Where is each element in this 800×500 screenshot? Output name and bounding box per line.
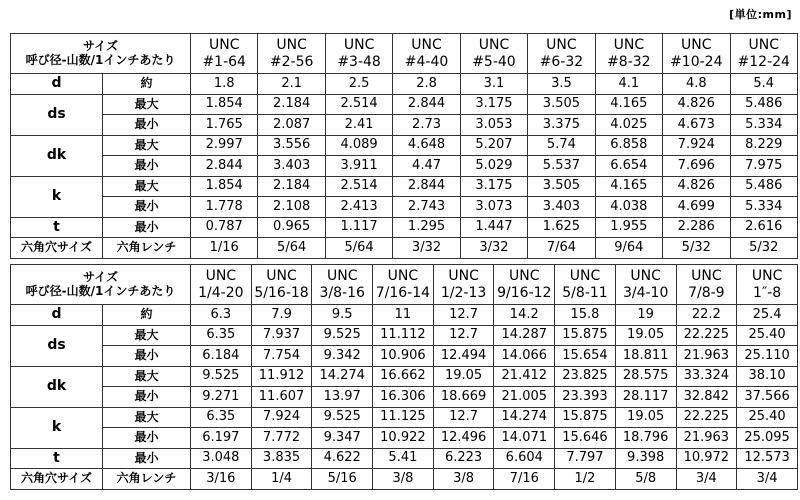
value-cell: 1.955 xyxy=(595,217,662,238)
value-cell: 3.048 xyxy=(191,448,252,469)
value-cell: 6.184 xyxy=(191,346,252,367)
value-cell: 11 xyxy=(373,305,434,326)
value-cell: 5/32 xyxy=(663,238,730,259)
value-cell: 5.486 xyxy=(730,176,798,197)
size-column-header xyxy=(191,265,252,305)
thread-series-label: UNC xyxy=(546,37,577,54)
row-dk-max xyxy=(11,366,798,387)
value-cell: 2.844 xyxy=(393,94,460,115)
value-cell: 1.447 xyxy=(460,217,527,238)
thread-size-label: #8-32 xyxy=(607,53,651,70)
tolerance-label: 六角レンチ xyxy=(103,469,191,490)
value-cell: 3.556 xyxy=(258,135,325,156)
size-column-header xyxy=(191,34,258,74)
value-cell: 37.566 xyxy=(737,387,798,408)
tolerance-label: 最大 xyxy=(103,325,191,346)
value-cell: 4.8 xyxy=(663,74,730,95)
value-cell: 1.854 xyxy=(191,94,258,115)
thread-size-label: #2-56 xyxy=(269,53,314,70)
thread-spec-header-label: 呼び径-山数/1インチあたり xyxy=(25,52,176,67)
thread-size-label: #10-24 xyxy=(670,53,723,70)
row-ds-min xyxy=(11,115,798,136)
value-cell: 38.10 xyxy=(737,366,798,387)
row-dk-min xyxy=(11,387,798,408)
value-cell: 19.05 xyxy=(433,366,494,387)
value-cell: 14.287 xyxy=(494,325,555,346)
value-cell: 3.835 xyxy=(251,448,312,469)
value-cell: 6.35 xyxy=(191,325,252,346)
value-cell: 3.505 xyxy=(528,94,595,115)
size-column-header xyxy=(555,265,616,305)
value-cell: 3.375 xyxy=(528,115,595,136)
dimension-symbol: 六角穴サイズ xyxy=(11,469,103,490)
thread-series-label: UNC xyxy=(276,37,307,54)
thread-size-label: #4-40 xyxy=(404,53,449,70)
tolerance-label: 約 xyxy=(103,305,191,326)
row-ds-max xyxy=(11,325,798,346)
size-column-header xyxy=(251,265,312,305)
dimension-symbol: t xyxy=(11,217,103,238)
thread-series-label: UNC xyxy=(478,37,510,54)
value-cell: 4.648 xyxy=(393,135,460,156)
value-cell: 2.413 xyxy=(325,197,392,218)
value-cell: 6.35 xyxy=(191,407,252,428)
row-t-min xyxy=(11,448,798,469)
value-cell: 3.505 xyxy=(528,176,595,197)
value-cell: 2.5 xyxy=(325,74,392,95)
row-t-min xyxy=(11,217,798,238)
thread-size-label: 3/4-10 xyxy=(622,284,669,301)
thread-size-label: 5/8-11 xyxy=(562,284,608,301)
value-cell: 33.324 xyxy=(676,366,737,387)
value-cell: 3/16 xyxy=(191,469,252,490)
value-cell: 25.095 xyxy=(737,428,798,449)
value-cell: 18.811 xyxy=(615,346,676,367)
thread-series-label: UNC xyxy=(751,268,783,285)
thread-series-label: UNC xyxy=(266,268,297,285)
value-cell: 4.622 xyxy=(312,448,373,469)
value-cell: 21.412 xyxy=(494,366,555,387)
value-cell: 5.537 xyxy=(528,156,595,177)
value-cell: 12.7 xyxy=(433,305,494,326)
value-cell: 7.937 xyxy=(251,325,312,346)
header-row xyxy=(11,265,798,305)
thread-series-label: UNC xyxy=(630,268,661,285)
value-cell: 6.197 xyxy=(191,428,252,449)
size-header-cell xyxy=(11,34,191,74)
value-cell: 3/32 xyxy=(393,238,460,259)
value-cell: 11.912 xyxy=(251,366,312,387)
value-cell: 3/4 xyxy=(737,469,798,490)
value-cell: 10.972 xyxy=(676,448,737,469)
thread-series-label: UNC xyxy=(343,37,375,54)
size-column-header xyxy=(737,265,798,305)
value-cell: 4.165 xyxy=(595,94,662,115)
value-cell: 4.038 xyxy=(595,197,662,218)
size-column-header xyxy=(494,265,555,305)
value-cell: 5.41 xyxy=(373,448,434,469)
value-cell: 2.184 xyxy=(258,94,325,115)
value-cell: 15.654 xyxy=(555,346,616,367)
value-cell: 19.05 xyxy=(615,325,676,346)
thread-series-label: UNC xyxy=(205,268,237,285)
value-cell: 5/32 xyxy=(730,238,798,259)
thread-size-label: 7/16-14 xyxy=(375,284,431,301)
value-cell: 2.844 xyxy=(191,156,258,177)
thread-size-label: 1/2-13 xyxy=(440,284,487,301)
value-cell: 2.844 xyxy=(393,176,460,197)
dimension-symbol: 六角穴サイズ xyxy=(11,238,103,259)
value-cell: 11.607 xyxy=(251,387,312,408)
value-cell: 6.654 xyxy=(595,156,662,177)
value-cell: 7/16 xyxy=(494,469,555,490)
value-cell: 5.334 xyxy=(730,115,798,136)
value-cell: 12.573 xyxy=(737,448,798,469)
value-cell: 16.662 xyxy=(373,366,434,387)
value-cell: 9.347 xyxy=(312,428,373,449)
unit-note: [単位:mm] xyxy=(729,8,792,21)
value-cell: 2.514 xyxy=(325,176,392,197)
thread-size-label: 1″-8 xyxy=(753,284,782,301)
thread-series-label: UNC xyxy=(569,268,601,285)
value-cell: 3.403 xyxy=(528,197,595,218)
value-cell: 21.005 xyxy=(494,387,555,408)
value-cell: 1.625 xyxy=(528,217,595,238)
value-cell: 7.924 xyxy=(663,135,730,156)
value-cell: 2.184 xyxy=(258,176,325,197)
value-cell: 1.778 xyxy=(191,197,258,218)
tolerance-label: 最小 xyxy=(103,115,191,136)
tolerance-label: 最小 xyxy=(103,428,191,449)
value-cell: 28.575 xyxy=(615,366,676,387)
value-cell: 13.97 xyxy=(312,387,373,408)
value-cell: 10.906 xyxy=(373,346,434,367)
value-cell: 25.40 xyxy=(737,407,798,428)
value-cell: 2.73 xyxy=(393,115,460,136)
value-cell: 4.699 xyxy=(663,197,730,218)
thread-size-label: #3-48 xyxy=(337,53,381,70)
size-column-header xyxy=(373,265,434,305)
tolerance-label: 最小 xyxy=(103,346,191,367)
value-cell: 4.826 xyxy=(663,94,730,115)
value-cell: 14.274 xyxy=(494,407,555,428)
value-cell: 2.616 xyxy=(730,217,798,238)
value-cell: 2.108 xyxy=(258,197,325,218)
value-cell: 3/32 xyxy=(460,238,527,259)
thread-size-label: 1/4-20 xyxy=(198,284,244,301)
value-cell: 1/2 xyxy=(555,469,616,490)
dimension-symbol: ds xyxy=(11,94,103,135)
value-cell: 23.825 xyxy=(555,366,616,387)
value-cell: 6.3 xyxy=(191,305,252,326)
value-cell: 5.4 xyxy=(730,74,798,95)
value-cell: 4.673 xyxy=(663,115,730,136)
value-cell: 0.965 xyxy=(258,217,325,238)
dimension-symbol: dk xyxy=(11,366,103,407)
value-cell: 12.494 xyxy=(433,346,494,367)
value-cell: 15.8 xyxy=(555,305,616,326)
value-cell: 18.796 xyxy=(615,428,676,449)
value-cell: 2.087 xyxy=(258,115,325,136)
header-row xyxy=(11,34,798,74)
value-cell: 5.207 xyxy=(460,135,527,156)
tolerance-label: 最大 xyxy=(103,94,191,115)
value-cell: 7.754 xyxy=(251,346,312,367)
value-cell: 19 xyxy=(615,305,676,326)
thread-series-label: UNC xyxy=(681,37,712,54)
value-cell: 23.393 xyxy=(555,387,616,408)
value-cell: 9.271 xyxy=(191,387,252,408)
value-cell: 3.053 xyxy=(460,115,527,136)
value-cell: 5.029 xyxy=(460,156,527,177)
value-cell: 25.4 xyxy=(737,305,798,326)
value-cell: 6.858 xyxy=(595,135,662,156)
size-column-header xyxy=(258,34,325,74)
value-cell: 12.7 xyxy=(433,325,494,346)
row-k-max xyxy=(11,407,798,428)
value-cell: 3.175 xyxy=(460,94,527,115)
size-column-header xyxy=(528,34,595,74)
value-cell: 14.274 xyxy=(312,366,373,387)
value-cell: 4.025 xyxy=(595,115,662,136)
tolerance-label: 最小 xyxy=(103,217,191,238)
size-column-header xyxy=(460,34,527,74)
value-cell: 4.165 xyxy=(595,176,662,197)
size-column-header xyxy=(325,34,392,74)
value-cell: 1.854 xyxy=(191,176,258,197)
value-cell: 11.125 xyxy=(373,407,434,428)
value-cell: 3.911 xyxy=(325,156,392,177)
value-cell: 12.7 xyxy=(433,407,494,428)
row-k-min xyxy=(11,428,798,449)
tolerance-label: 六角レンチ xyxy=(103,238,191,259)
value-cell: 3/8 xyxy=(373,469,434,490)
value-cell: 11.112 xyxy=(373,325,434,346)
thread-series-label: UNC xyxy=(613,37,645,54)
tolerance-label: 最大 xyxy=(103,176,191,197)
value-cell: 15.875 xyxy=(555,325,616,346)
value-cell: 7.975 xyxy=(730,156,798,177)
row-ds-max xyxy=(11,94,798,115)
size-header-label: サイズ xyxy=(82,270,119,285)
value-cell: 16.306 xyxy=(373,387,434,408)
tolerance-label: 最小 xyxy=(103,448,191,469)
tolerance-label: 最小 xyxy=(103,156,191,177)
size-column-header xyxy=(730,34,798,74)
size-column-header xyxy=(676,265,737,305)
dimension-symbol: t xyxy=(11,448,103,469)
thread-size-label: #12-24 xyxy=(737,53,790,70)
value-cell: 7.797 xyxy=(555,448,616,469)
value-cell: 2.1 xyxy=(258,74,325,95)
value-cell: 10.922 xyxy=(373,428,434,449)
value-cell: 1/16 xyxy=(191,238,258,259)
tolerance-label: 最小 xyxy=(103,197,191,218)
value-cell: 3.073 xyxy=(460,197,527,218)
value-cell: 1.8 xyxy=(191,74,258,95)
value-cell: 9.525 xyxy=(312,407,373,428)
value-cell: 15.875 xyxy=(555,407,616,428)
dimension-symbol: k xyxy=(11,407,103,448)
size-header-cell xyxy=(11,265,191,305)
dimension-symbol: d xyxy=(11,74,103,95)
dimension-symbol: ds xyxy=(11,325,103,366)
value-cell: 5.486 xyxy=(730,94,798,115)
thread-series-label: UNC xyxy=(448,268,479,285)
value-cell: 22.225 xyxy=(676,325,737,346)
value-cell: 14.066 xyxy=(494,346,555,367)
value-cell: 3/8 xyxy=(433,469,494,490)
value-cell: 3.175 xyxy=(460,176,527,197)
size-column-header xyxy=(433,265,494,305)
value-cell: 9.398 xyxy=(615,448,676,469)
tolerance-label: 最大 xyxy=(103,407,191,428)
value-cell: 2.286 xyxy=(663,217,730,238)
value-cell: 7.696 xyxy=(663,156,730,177)
value-cell: 5.74 xyxy=(528,135,595,156)
value-cell: 18.669 xyxy=(433,387,494,408)
value-cell: 4.47 xyxy=(393,156,460,177)
dimension-symbol: k xyxy=(11,176,103,217)
value-cell: 3.5 xyxy=(528,74,595,95)
value-cell: 9.5 xyxy=(312,305,373,326)
value-cell: 25.110 xyxy=(737,346,798,367)
thread-size-label: #1-64 xyxy=(202,53,246,70)
spec-table-large-sizes xyxy=(10,264,798,490)
tolerance-label: 最大 xyxy=(103,366,191,387)
value-cell: 2.41 xyxy=(325,115,392,136)
value-cell: 7.772 xyxy=(251,428,312,449)
value-cell: 8.229 xyxy=(730,135,798,156)
thread-series-label: UNC xyxy=(387,268,419,285)
row-d xyxy=(11,74,798,95)
row-k-max xyxy=(11,176,798,197)
value-cell: 4.826 xyxy=(663,176,730,197)
value-cell: 5/64 xyxy=(258,238,325,259)
value-cell: 21.963 xyxy=(676,428,737,449)
value-cell: 7.9 xyxy=(251,305,312,326)
value-cell: 28.117 xyxy=(615,387,676,408)
value-cell: 2.514 xyxy=(325,94,392,115)
value-cell: 9.342 xyxy=(312,346,373,367)
size-column-header xyxy=(595,34,662,74)
thread-series-label: UNC xyxy=(411,37,442,54)
value-cell: 25.40 xyxy=(737,325,798,346)
dimension-symbol: dk xyxy=(11,135,103,176)
value-cell: 3.403 xyxy=(258,156,325,177)
thread-size-label: 3/8-16 xyxy=(319,284,365,301)
value-cell: 2.997 xyxy=(191,135,258,156)
size-column-header xyxy=(663,34,730,74)
value-cell: 5.334 xyxy=(730,197,798,218)
value-cell: 6.223 xyxy=(433,448,494,469)
row-d xyxy=(11,305,798,326)
dimension-symbol: d xyxy=(11,305,103,326)
row-dk-min xyxy=(11,156,798,177)
value-cell: 7/64 xyxy=(528,238,595,259)
tolerance-label: 約 xyxy=(103,74,191,95)
value-cell: 32.842 xyxy=(676,387,737,408)
value-cell: 3.1 xyxy=(460,74,527,95)
value-cell: 1/4 xyxy=(251,469,312,490)
value-cell: 15.646 xyxy=(555,428,616,449)
value-cell: 2.743 xyxy=(393,197,460,218)
thread-series-label: UNC xyxy=(326,268,358,285)
row-ds-min xyxy=(11,346,798,367)
value-cell: 0.787 xyxy=(191,217,258,238)
value-cell: 21.963 xyxy=(676,346,737,367)
thread-size-label: 7/8-9 xyxy=(688,284,725,301)
thread-size-label: #6-32 xyxy=(539,53,584,70)
thread-size-label: 5/16-18 xyxy=(254,284,309,301)
value-cell: 9/64 xyxy=(595,238,662,259)
value-cell: 14.071 xyxy=(494,428,555,449)
value-cell: 1.765 xyxy=(191,115,258,136)
row-dk-max xyxy=(11,135,798,156)
value-cell: 9.525 xyxy=(312,325,373,346)
value-cell: 22.2 xyxy=(676,305,737,326)
value-cell: 3/4 xyxy=(676,469,737,490)
value-cell: 5/64 xyxy=(325,238,392,259)
value-cell: 5/16 xyxy=(312,469,373,490)
tolerance-label: 最小 xyxy=(103,387,191,408)
row-hex-socket xyxy=(11,469,798,490)
thread-series-label: UNC xyxy=(691,268,722,285)
value-cell: 19.05 xyxy=(615,407,676,428)
value-cell: 2.8 xyxy=(393,74,460,95)
size-header-label: サイズ xyxy=(82,39,119,54)
thread-series-label: UNC xyxy=(748,37,779,54)
tolerance-label: 最大 xyxy=(103,135,191,156)
row-k-min xyxy=(11,197,798,218)
value-cell: 14.2 xyxy=(494,305,555,326)
size-column-header xyxy=(615,265,676,305)
thread-series-label: UNC xyxy=(509,268,540,285)
value-cell: 1.117 xyxy=(325,217,392,238)
value-cell: 9.525 xyxy=(191,366,252,387)
value-cell: 7.924 xyxy=(251,407,312,428)
value-cell: 22.225 xyxy=(676,407,737,428)
value-cell: 1.295 xyxy=(393,217,460,238)
value-cell: 12.496 xyxy=(433,428,494,449)
thread-series-label: UNC xyxy=(208,37,240,54)
row-hex-socket xyxy=(11,238,798,259)
thread-size-label: #5-40 xyxy=(472,53,516,70)
value-cell: 5/8 xyxy=(615,469,676,490)
thread-size-label: 9/16-12 xyxy=(497,284,552,301)
spec-table-small-sizes xyxy=(10,33,798,259)
thread-spec-header-label: 呼び径-山数/1インチあたり xyxy=(25,283,176,298)
size-column-header xyxy=(312,265,373,305)
value-cell: 4.1 xyxy=(595,74,662,95)
size-column-header xyxy=(393,34,460,74)
value-cell: 4.089 xyxy=(325,135,392,156)
value-cell: 6.604 xyxy=(494,448,555,469)
